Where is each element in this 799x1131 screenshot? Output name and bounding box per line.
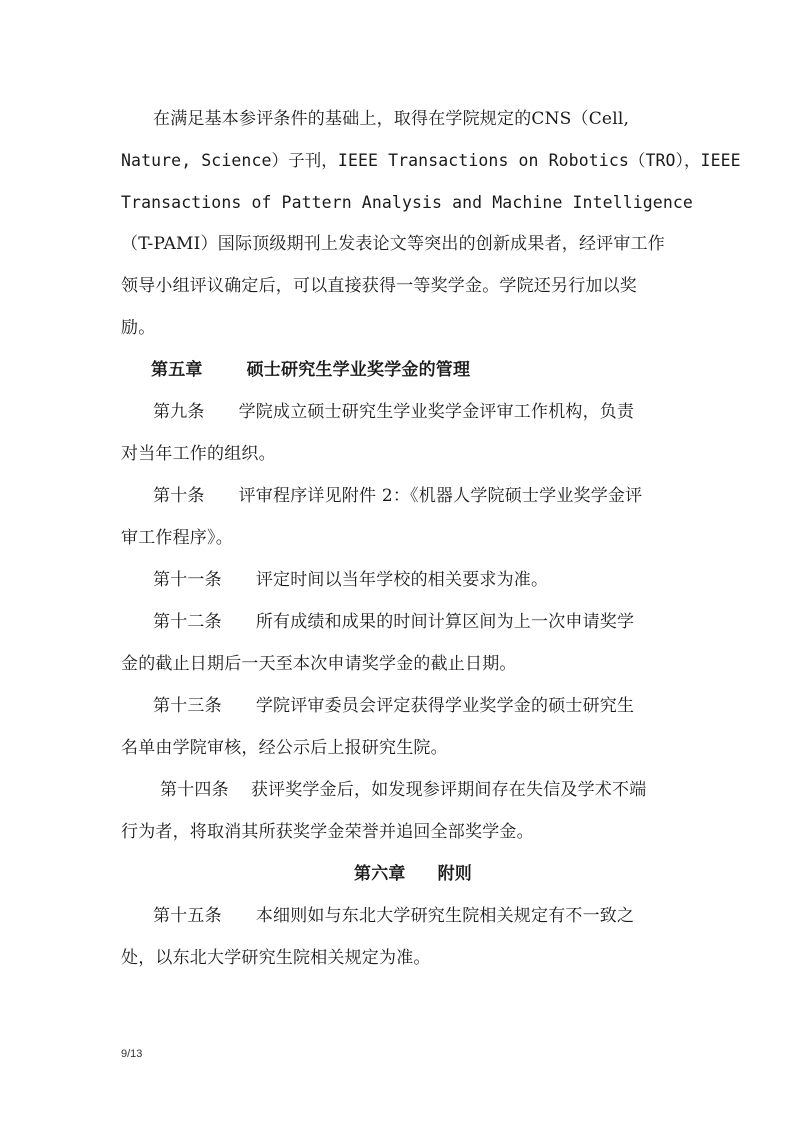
- article-10-text-1: 评审程序详见附件 2：《机器人学院硕士学业奖学金评: [238, 486, 643, 506]
- article-14-text-2: 行为者，将取消其所获奖学金荣誉并追回全部奖学金。: [121, 822, 534, 842]
- article-15-number: 第十五条: [153, 906, 222, 926]
- article-13-text-2: 名单由学院审核，经公示后上报研究生院。: [121, 738, 448, 758]
- article-12-text-2: 金的截止日期后一天至本次申请奖学金的截止日期。: [121, 654, 517, 674]
- intro-line-1: 在满足基本参评条件的基础上，取得在学院规定的CNS（Cell,: [153, 109, 630, 129]
- article-14-number: 第十四条: [160, 780, 229, 800]
- article-15-text-1: 本细则如与东北大学研究生院相关规定有不一致之: [255, 906, 635, 926]
- article-11: [153, 568, 548, 592]
- chapter-6-number: 第六章: [354, 864, 406, 884]
- article-9-text-2: 对当年工作的组织。: [121, 444, 276, 464]
- intro-line-4: （T-PAMI）国际顶级期刊上发表论文等突出的创新成果者，经评审工作: [121, 234, 665, 254]
- article-14-text-1: 获评奖学金后，如发现参评期间存在失信及学术不端: [250, 780, 647, 800]
- chapter-5-number: 第五章: [151, 360, 203, 380]
- intro-line-2: Nature, Science）子刊，IEEE Transactions on Robotics（TRO），IEEE: [121, 151, 741, 170]
- article-13: [153, 694, 634, 718]
- article-11-number: 第十一条: [153, 570, 222, 590]
- article-10-number: 第十条: [153, 486, 205, 506]
- intro-line-6: 励。: [121, 318, 156, 338]
- article-10: [153, 484, 642, 508]
- article-13-text-1: 学院评审委员会评定获得学业奖学金的硕士研究生: [255, 696, 635, 716]
- article-12: [153, 610, 634, 634]
- chapter-6-title: 附则: [437, 864, 473, 884]
- article-12-text-1: 所有成绩和成果的时间计算区间为上一次申请奖学: [255, 612, 635, 632]
- article-13-number: 第十三条: [153, 696, 222, 716]
- article-9-number: 第九条: [153, 402, 205, 422]
- article-12-number: 第十二条: [153, 612, 222, 632]
- article-15: [153, 904, 634, 928]
- article-9: [153, 400, 634, 424]
- intro-line-3: Transactions of Pattern Analysis and Machine Intelligence: [121, 193, 693, 212]
- article-10-text-2: 审工作程序》。: [121, 528, 233, 548]
- article-11-text-1: 评定时间以当年学校的相关要求为准。: [255, 570, 549, 590]
- article-9-text-1: 学院成立硕士研究生学业奖学金评审工作机构，负责: [238, 402, 635, 422]
- chapter-5-heading: [151, 358, 470, 382]
- chapter-5-title: 硕士研究生学业奖学金的管理: [246, 360, 471, 380]
- page-number: 9/13: [121, 1048, 143, 1060]
- chapter-6-heading: [354, 862, 472, 886]
- article-14: [160, 778, 646, 802]
- intro-line-5: 领导小组评议确定后，可以直接获得一等奖学金。学院还另行加以奖: [121, 276, 637, 296]
- article-15-text-2: 处，以东北大学研究生院相关规定为准。: [121, 948, 431, 968]
